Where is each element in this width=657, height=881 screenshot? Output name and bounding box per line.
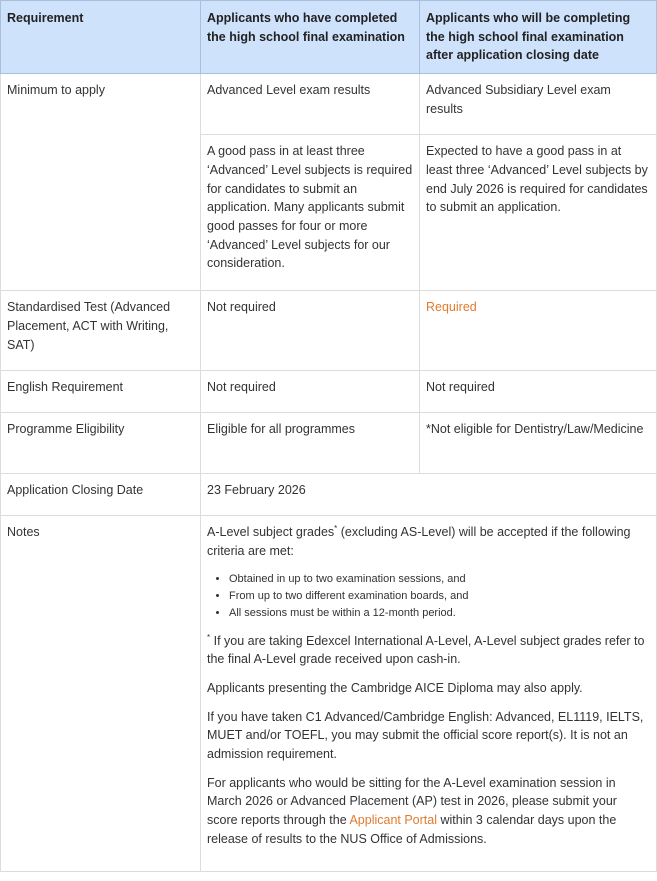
table-row-closing-date: [1, 474, 657, 516]
list-item: • Obtained in up to two examination sessions, and: [229, 571, 650, 588]
notes-submission-text: For applicants who would be sitting for the A-Level examination session in March 2026 or Advanced Placement (AP) test in 2026, please submit your score reports through the: [207, 775, 617, 828]
cell-completing-detail: Expected to have a good pass in at least three ‘Advanced’ Level subjects by end July 2026 is required for candidates to submit an application.: [420, 135, 657, 291]
cell-eligibility-completing: *Not eligible for Dentistry/Law/Medicine: [420, 413, 657, 474]
cell-closing-date: 23 February 2026: [201, 474, 657, 516]
cell-english-completing: Not required: [420, 371, 657, 413]
notes-submission-rest: within 3 calendar days upon the release of results to the NUS Office of Admissions.: [207, 813, 617, 846]
header-requirement: Requirement: [1, 1, 201, 74]
label-minimum-to-apply: Minimum to apply: [1, 74, 201, 291]
cell-standardised-completed: Not required: [201, 291, 420, 371]
footnote-marker: *: [334, 523, 338, 533]
table-row-notes: [1, 516, 657, 872]
cell-completed-detail: A good pass in at least three ‘Advanced’ Level subjects is required for candidates to submit an application. Many applicants submit good passes for four or more ‘Advanced’ Level subjects for our consideration.: [201, 135, 420, 291]
notes-footnote-text: If you are taking Edexcel International A-Level, A-Level subject grades refer to the final A-Level grade received upon cash-in.: [207, 633, 645, 667]
footnote-marker: *: [207, 632, 211, 642]
cell-eligibility-completed: Eligible for all programmes: [201, 413, 420, 474]
criteria-list: [207, 571, 650, 622]
applicant-portal-link[interactable]: Applicant Portal: [349, 813, 438, 828]
notes-aice: Applicants presenting the Cambridge AICE Diploma may also apply.: [207, 680, 583, 695]
label-standardised-test: Standardised Test (Advanced Placement, ACT with Writing, SAT): [1, 291, 201, 371]
table-row-english-requirement: [1, 371, 657, 413]
cell-standardised-completing: Required: [420, 291, 657, 371]
label-notes: Notes: [1, 516, 201, 872]
label-programme-eligibility: Programme Eligibility: [1, 413, 201, 474]
table-row-minimum-to-apply: [1, 74, 657, 135]
table-row-standardised-test: [1, 291, 657, 371]
cell-english-completed: Not required: [201, 371, 420, 413]
notes-intro-text: A-Level subject grades: [207, 525, 335, 540]
notes-intro-rest: (excluding AS-Level) will be accepted if the following criteria are met:: [207, 525, 631, 558]
header-row: [1, 1, 657, 74]
notes-intro: [207, 523, 650, 560]
label-closing-date: Application Closing Date: [1, 474, 201, 516]
cell-notes: [201, 516, 657, 872]
cell-completing-results: Advanced Subsidiary Level exam results: [420, 74, 657, 135]
notes-submission: [207, 774, 650, 849]
header-completed: Applicants who have completed the high school final examination: [201, 1, 420, 74]
cell-completed-results: Advanced Level exam results: [201, 74, 420, 135]
header-completing: Applicants who will be completing the high school final examination after application closing date: [420, 1, 657, 74]
notes-english-tests: If you have taken C1 Advanced/Cambridge English: Advanced, EL1119, IELTS, MUET and/or TOEFL, you may submit the official score report(s). It is not an admission requirement.: [207, 709, 644, 762]
label-english-requirement: English Requirement: [1, 371, 201, 413]
notes-footnote: [207, 632, 650, 669]
list-item: • All sessions must be within a 12-month period.: [229, 605, 650, 622]
table-row-programme-eligibility: [1, 413, 657, 474]
list-item: • From up to two different examination boards, and: [229, 588, 650, 605]
